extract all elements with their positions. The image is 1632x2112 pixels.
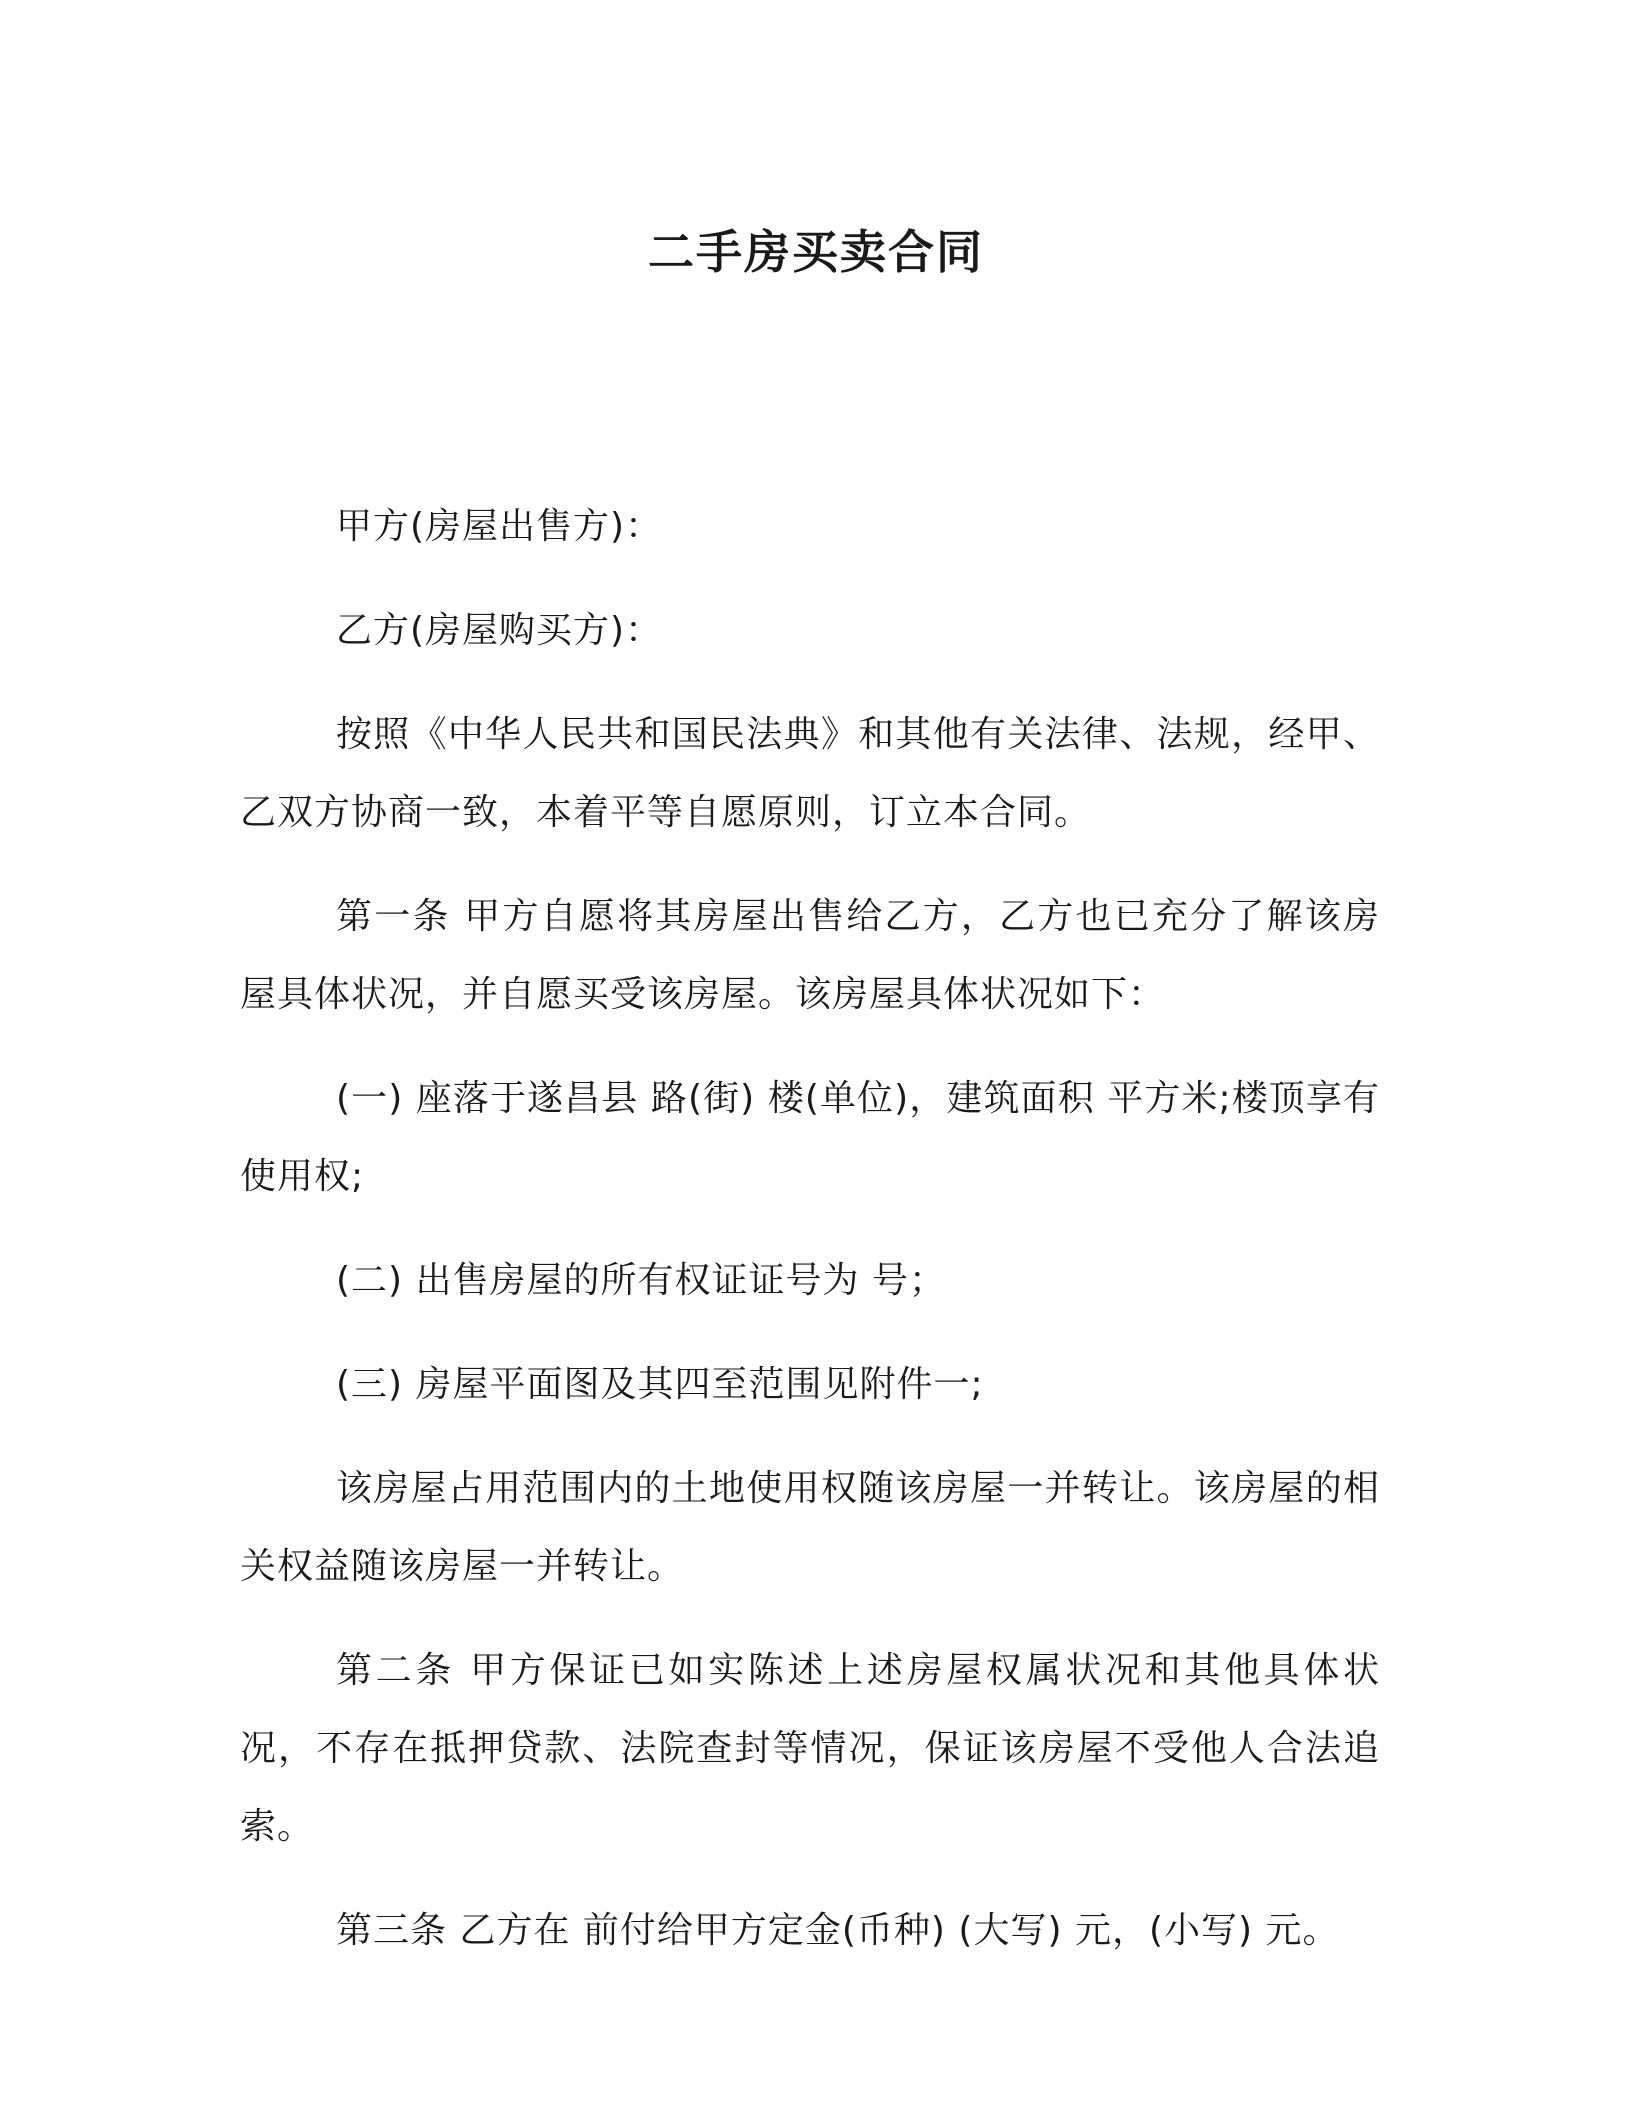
preamble-paragraph: 按照《中华人民共和国民法典》和其他有关法律、法规，经甲、乙双方协商一致，本着平等自愿原则，订立本合同。: [240, 714, 1380, 833]
article-1-paragraph: 第一条 甲方自愿将其房屋出售给乙方，乙方也已充分了解该房屋具体状况，并自愿买受该房屋。该房屋具体状况如下：: [240, 896, 1380, 1015]
party-a-line: 甲方(房屋出售方)：: [336, 506, 663, 547]
article-2-paragraph: 第二条 甲方保证已如实陈述上述房屋权属状况和其他具体状况，不存在抵押贷款、法院查封等情况，保证该房屋不受他人合法追索。: [240, 1650, 1380, 1847]
article-1-item-1: (一) 座落于遂昌县 路(街) 楼(单位)，建筑面积 平方米;楼顶享有使用权;: [240, 1078, 1380, 1197]
land-use-paragraph: 该房屋占用范围内的土地使用权随该房屋一并转让。该房屋的相关权益随该房屋一并转让。: [240, 1468, 1380, 1587]
party-b-line: 乙方(房屋购买方)：: [336, 610, 663, 651]
document-title: 二手房买卖合同: [648, 225, 984, 279]
article-1-item-2: (二) 出售房屋的所有权证证号为 号；: [336, 1260, 946, 1301]
document-body: [240, 488, 1380, 1996]
article-1-item-3: (三) 房屋平面图及其四至范围见附件一;: [336, 1364, 984, 1405]
article-3-paragraph: 第三条 乙方在 前付给甲方定金(币种) (大写) 元，(小写) 元。: [336, 1910, 1340, 1951]
